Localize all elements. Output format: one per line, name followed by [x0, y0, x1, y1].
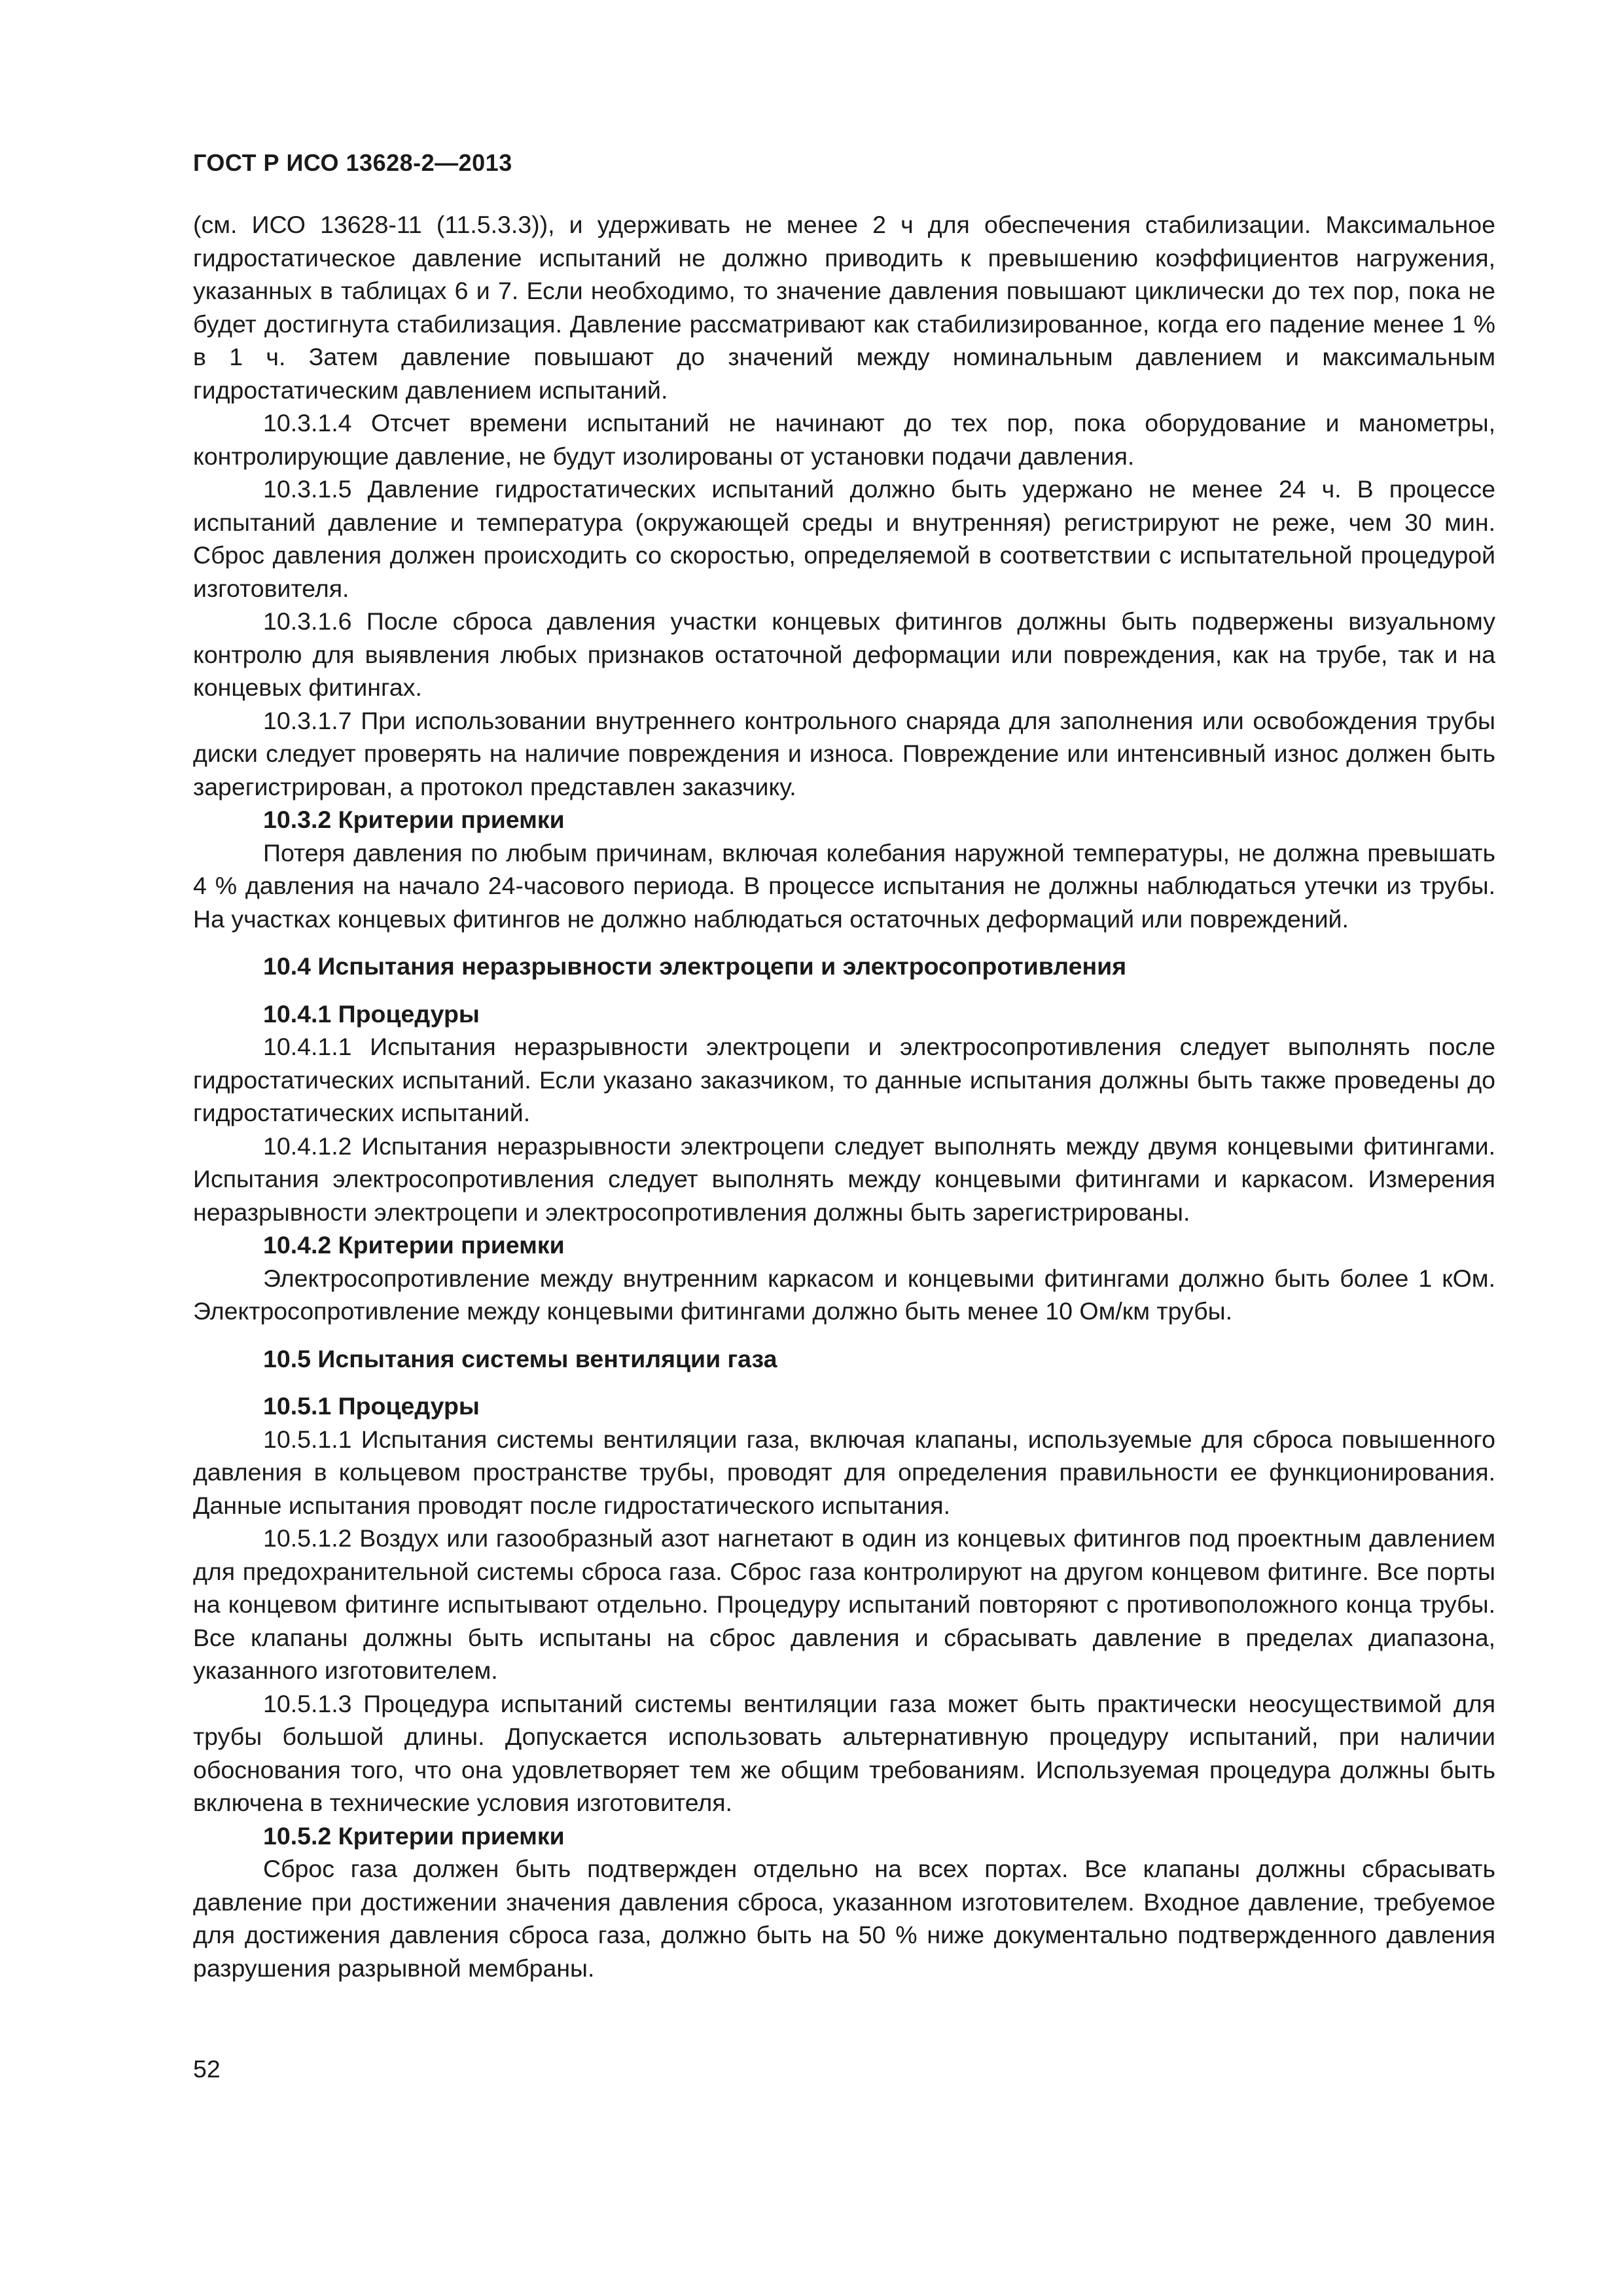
- paragraph-10-5-2-body: Сброс газа должен быть подтвержден отдельно на всех портах. Все клапаны должны сбрасывать давление при достижении значения давления сброса, указанном изготовителем. Входное давление, требуемое для достижения давления сброса газа, должно быть на 50 % ниже документально подтвержденного давления разрушения разрывной мембраны.: [193, 1855, 1495, 1982]
- subheading-10-4-2: 10.4.2 Критерии приемки: [263, 1231, 565, 1259]
- page-number: 52: [193, 2055, 221, 2083]
- paragraph-continuation: (см. ИСО 13628-11 (11.5.3.3)), и удерживать не менее 2 ч для обеспечения стабилизации. Максимальное гидростатическое давление испытаний не должно приводить к превышению коэффициентов нагружения, указанных в таблицах 6 и 7. Если необходимо, то значение давления повышают циклически до тех пор, пока не будет достигнута стабилизация. Давление рассматривают как стабилизированное, когда его падение менее 1 % в 1 ч. Затем давление повышают до значений между номинальным давлением и максимальным гидростатическим давлением испытаний.: [193, 211, 1495, 404]
- paragraph-10-4-2-body: Электросопротивление между внутренним каркасом и концевыми фитингами должно быть более 1 кОм. Электросопротивление между концевыми фитингами должно быть менее 10 Ом/км трубы.: [193, 1264, 1495, 1325]
- paragraph-10-4-1-2: 10.4.1.2 Испытания неразрывности электроцепи следует выполнять между двумя концевыми фитингами. Испытания электросопротивления следует выполнять между концевыми фитингами и каркасом. Измерения неразрывности электроцепи и электросопротивления должны быть зарегистрированы.: [193, 1132, 1495, 1226]
- section-heading-10-4: 10.4 Испытания неразрывности электроцепи и электросопротивления: [263, 952, 1127, 980]
- subheading-10-3-2: 10.3.2 Критерии приемки: [263, 806, 565, 833]
- paragraph-10-5-1-1: 10.5.1.1 Испытания системы вентиляции газа, включая клапаны, используемые для сброса повышенного давления в кольцевом пространстве трубы, проводят для определения правильности ее функционирования. Данные испытания проводят после гидростатического испытания.: [193, 1425, 1495, 1519]
- paragraph-10-5-1-3: 10.5.1.3 Процедура испытаний системы вентиляции газа может быть практически неосуществимой для трубы большой длины. Допускается использовать альтернативную процедуру испытаний, при наличии обоснования того, что она удовлетворяет тем же общим требованиям. Используемая процедура должны быть включена в технические условия изготовителя.: [193, 1689, 1495, 1816]
- paragraph-10-4-1-1: 10.4.1.1 Испытания неразрывности электроцепи и электросопротивления следует выполнять после гидростатических испытаний. Если указано заказчиком, то данные испытания должны быть также проведены до гидростатических испытаний.: [193, 1033, 1495, 1126]
- subheading-10-4-1: 10.4.1 Процедуры: [263, 999, 480, 1028]
- subheading-10-5-1: 10.5.1 Процедуры: [263, 1392, 480, 1420]
- paragraph-10-3-1-6: 10.3.1.6 После сброса давления участки концевых фитингов должны быть подвержены визуальному контролю для выявления любых признаков остаточной деформации или повреждения, как на трубе, так и на концевых фитингах.: [193, 607, 1495, 701]
- paragraph-10-3-1-4: 10.3.1.4 Отсчет времени испытаний не начинают до тех пор, пока оборудование и манометры, контролирующие давление, не будут изолированы от установки подачи давления.: [193, 409, 1495, 470]
- document-body: [193, 208, 1495, 1984]
- paragraph-10-3-1-5: 10.3.1.5 Давление гидростатических испытаний должно быть удержано не менее 24 ч. В процессе испытаний давление и температура (окружающей среды и внутренняя) регистрируют не реже, чем 30 мин. Сброс давления должен происходить со скоростью, определяемой в соответствии с испытательной процедурой изготовителя.: [193, 475, 1495, 602]
- subheading-10-5-2: 10.5.2 Критерии приемки: [263, 1821, 565, 1850]
- paragraph-10-3-1-7: 10.3.1.7 При использовании внутреннего контрольного снаряда для заполнения или освобождения трубы диски следует проверять на наличие повреждения и износа. Повреждение или интенсивный износ должен быть зарегистрирован, а протокол представлен заказчику.: [193, 706, 1495, 800]
- paragraph-10-5-1-2: 10.5.1.2 Воздух или газообразный азот нагнетают в один из концевых фитингов под проектным давлением для предохранительной системы сброса газа. Сброс газа контролируют на другом концевом фитинге. Все порты на концевом фитинге испытывают отдельно. Процедуру испытаний повторяют с противоположного конца трубы. Все клапаны должны быть испытаны на сброс давления и сбрасывать давление в пределах диапазона, указанного изготовителем.: [193, 1524, 1495, 1684]
- paragraph-10-3-2-body: Потеря давления по любым причинам, включая колебания наружной температуры, не должна превышать 4 % давления на начало 24-часового периода. В процессе испытания не должны наблюдаться утечки из трубы. На участках концевых фитингов не должно наблюдаться остаточных деформаций или повреждений.: [193, 838, 1495, 933]
- section-heading-10-5: 10.5 Испытания системы вентиляции газа: [263, 1344, 777, 1372]
- document-header: ГОСТ Р ИСО 13628-2—2013: [193, 149, 512, 176]
